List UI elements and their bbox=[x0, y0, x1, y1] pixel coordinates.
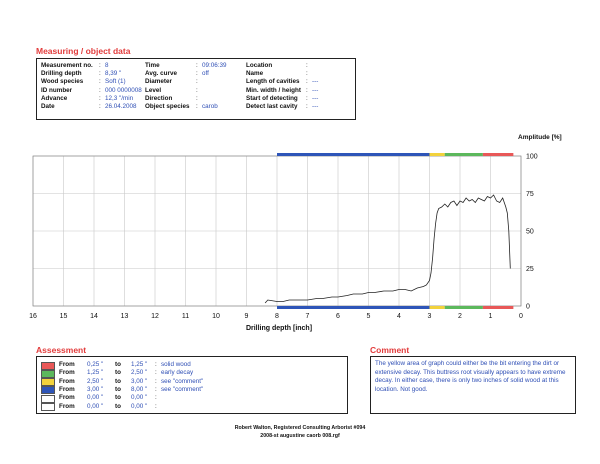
field-label: Time bbox=[145, 62, 160, 69]
field-value bbox=[312, 70, 354, 78]
from-label: From bbox=[59, 394, 75, 402]
field-value: off bbox=[202, 70, 209, 78]
from-label: From bbox=[59, 402, 75, 410]
field-colon: : bbox=[99, 94, 101, 102]
from-value: 2,50 " bbox=[87, 377, 104, 385]
x-tick-label: 0 bbox=[519, 313, 523, 320]
x-tick-label: 2 bbox=[458, 313, 462, 320]
field-value: --- bbox=[312, 102, 319, 110]
field-colon: : bbox=[99, 102, 101, 110]
x-tick-labels bbox=[29, 313, 523, 320]
to-value: 3,00 " bbox=[131, 377, 148, 385]
field-value: 8 bbox=[105, 62, 109, 69]
field-colon: : bbox=[99, 86, 101, 94]
x-tick-label: 6 bbox=[336, 313, 340, 320]
to-value: 1,25 " bbox=[131, 361, 148, 368]
x-tick-label: 1 bbox=[488, 313, 493, 320]
field-value: 09:06:39 bbox=[202, 62, 227, 69]
row-colon: : bbox=[155, 385, 157, 393]
field-colon: : bbox=[306, 78, 308, 86]
row-colon: : bbox=[155, 369, 157, 377]
field-value bbox=[312, 62, 354, 70]
field-label: Advance bbox=[41, 94, 68, 102]
x-tick-label: 10 bbox=[212, 313, 220, 320]
field-label: Start of detecting bbox=[246, 94, 298, 102]
y-tick-label: 75 bbox=[526, 191, 534, 198]
x-tick-label: 11 bbox=[181, 313, 190, 320]
assessment-note: see "comment" bbox=[161, 385, 204, 393]
band-bottom bbox=[430, 306, 445, 309]
row-colon: : bbox=[155, 402, 157, 410]
band-top bbox=[430, 153, 445, 156]
y-tick-label: 0 bbox=[526, 303, 530, 311]
assessment-note: early decay bbox=[161, 369, 194, 377]
assessment-box bbox=[36, 356, 348, 414]
assessment-note: solid wood bbox=[161, 361, 191, 368]
comment-title: Comment bbox=[370, 345, 410, 355]
field-value bbox=[202, 95, 246, 103]
field-label: Name bbox=[246, 70, 264, 78]
field-colon: : bbox=[99, 70, 101, 78]
field-value: carob bbox=[202, 102, 218, 110]
field-value bbox=[202, 87, 246, 95]
field-colon: : bbox=[306, 102, 308, 110]
field-value: 26.04.2008 bbox=[105, 102, 137, 110]
assessment-swatch bbox=[41, 370, 55, 378]
to-label: to bbox=[115, 402, 121, 410]
measuring-data-box bbox=[36, 58, 356, 120]
amplitude-curve bbox=[265, 195, 510, 303]
field-value: 8,39 " bbox=[105, 70, 122, 78]
field-colon: : bbox=[196, 78, 198, 86]
field-label: Length of cavities bbox=[246, 78, 300, 86]
y-axis-title: Amplitude [%] bbox=[518, 134, 562, 141]
band-top bbox=[277, 153, 430, 156]
x-tick-label: 16 bbox=[29, 313, 37, 320]
x-axis-title: Drilling depth [inch] bbox=[245, 325, 313, 332]
y-tick-label: 25 bbox=[526, 266, 534, 273]
field-value: --- bbox=[312, 86, 319, 94]
field-label: Object species bbox=[145, 102, 190, 110]
to-value: 2,50 " bbox=[131, 369, 148, 377]
field-colon: : bbox=[196, 62, 198, 69]
field-colon: : bbox=[196, 86, 198, 94]
field-label: Detect last cavity bbox=[246, 102, 298, 110]
from-label: From bbox=[59, 361, 75, 368]
x-tick-label: 13 bbox=[120, 313, 129, 320]
measuring-title: Measuring / object data bbox=[36, 46, 131, 56]
band-bottom bbox=[445, 306, 483, 309]
to-label: to bbox=[115, 377, 121, 385]
field-colon: : bbox=[196, 102, 198, 110]
y-tick-label: 50 bbox=[526, 228, 534, 236]
field-value: 000 0000008 bbox=[105, 86, 142, 94]
footer-author: Robert Walton, Registered Consulting Arborist #094 bbox=[234, 425, 366, 431]
measuring-data-grid bbox=[41, 62, 354, 111]
comment-text: The yellow area of graph could either be the bit entering the dirt or extensive decay. This buttress root visually appears to have extreme decay. In either case, there is only two inches of solid wood at this location. Not good. bbox=[375, 360, 566, 393]
row-colon: : bbox=[155, 361, 157, 368]
field-value: Soft (1) bbox=[105, 78, 126, 86]
field-label: Min. width / height bbox=[246, 86, 301, 94]
band-top bbox=[483, 153, 514, 156]
to-value: 8,00 " bbox=[131, 385, 148, 393]
field-colon: : bbox=[196, 70, 198, 78]
field-label: Location bbox=[246, 62, 273, 69]
from-value: 0,00 " bbox=[87, 402, 104, 410]
field-label: Diameter bbox=[145, 78, 172, 86]
field-label: Level bbox=[145, 86, 162, 94]
field-colon: : bbox=[196, 94, 198, 102]
field-colon: : bbox=[306, 86, 308, 94]
field-value: --- bbox=[312, 94, 319, 102]
field-value bbox=[202, 78, 246, 86]
from-label: From bbox=[59, 377, 75, 385]
chart-grid bbox=[33, 156, 521, 306]
row-colon: : bbox=[155, 394, 157, 402]
to-value: 0,00 " bbox=[131, 394, 148, 402]
field-colon: : bbox=[306, 94, 308, 102]
x-tick-label: 15 bbox=[59, 313, 68, 320]
x-tick-label: 9 bbox=[244, 313, 249, 320]
band-top bbox=[445, 153, 483, 156]
field-label: Direction bbox=[145, 94, 173, 102]
footer-filename: 2008-st augustine caorb 008.rgf bbox=[260, 433, 340, 439]
amplitude-chart bbox=[0, 125, 600, 340]
x-tick-label: 14 bbox=[90, 313, 98, 320]
x-tick-label: 3 bbox=[427, 313, 432, 320]
field-label: Date bbox=[41, 102, 55, 110]
from-value: 1,25 " bbox=[87, 369, 104, 377]
x-tick-label: 5 bbox=[366, 313, 371, 320]
field-label: Wood species bbox=[41, 78, 84, 86]
to-label: to bbox=[115, 361, 121, 368]
to-label: to bbox=[115, 369, 121, 377]
y-tick-labels bbox=[526, 154, 538, 311]
band-bottom bbox=[483, 306, 514, 309]
x-tick-label: 4 bbox=[397, 313, 401, 320]
from-value: 0,25 " bbox=[87, 361, 104, 368]
field-label: ID number bbox=[41, 86, 73, 94]
band-bottom bbox=[277, 306, 430, 309]
field-value: --- bbox=[312, 78, 319, 86]
from-label: From bbox=[59, 385, 75, 393]
from-label: From bbox=[59, 369, 75, 377]
field-colon: : bbox=[306, 70, 308, 78]
assessment-swatch bbox=[41, 386, 55, 394]
field-value: 12,3 "/min bbox=[105, 94, 134, 102]
field-colon: : bbox=[306, 62, 308, 69]
field-label: Avg. curve bbox=[145, 70, 177, 78]
x-tick-label: 8 bbox=[275, 313, 279, 320]
field-colon: : bbox=[99, 78, 101, 86]
x-tick-label: 7 bbox=[305, 313, 310, 320]
to-value: 0,00 " bbox=[131, 402, 148, 410]
from-value: 3,00 " bbox=[87, 385, 104, 393]
from-value: 0,00 " bbox=[87, 394, 104, 402]
x-tick-label: 12 bbox=[151, 313, 159, 320]
assessment-swatch bbox=[41, 362, 55, 370]
assessment-title: Assessment bbox=[36, 345, 87, 355]
row-colon: : bbox=[155, 377, 157, 385]
assessment-swatch bbox=[41, 395, 55, 403]
to-label: to bbox=[115, 394, 121, 402]
field-label: Drilling depth bbox=[41, 70, 82, 78]
field-label: Measurement no. bbox=[41, 62, 93, 69]
field-colon: : bbox=[99, 62, 101, 69]
assessment-note: see "comment" bbox=[161, 377, 204, 385]
assessment-swatch bbox=[41, 378, 55, 386]
to-label: to bbox=[115, 385, 121, 393]
y-tick-label: 100 bbox=[526, 153, 538, 161]
assessment-swatch bbox=[41, 403, 55, 411]
comment-box bbox=[370, 356, 576, 414]
